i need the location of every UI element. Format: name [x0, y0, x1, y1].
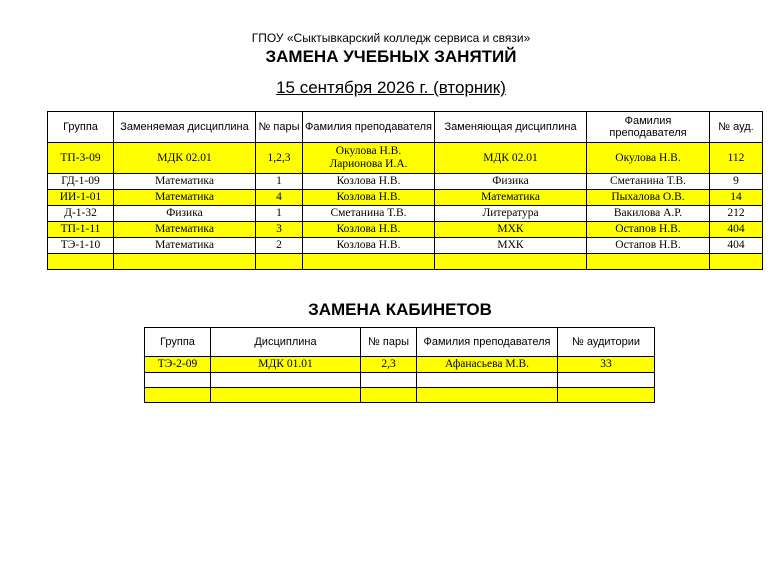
table-row — [48, 174, 763, 190]
cell-group: ТЭ-1-10 — [48, 238, 114, 254]
table-header-row — [145, 328, 655, 357]
cell-room: 212 — [710, 206, 763, 222]
cell-pair: 1 — [256, 206, 303, 222]
teacher-name-1: Окулова Н.В. — [335, 145, 402, 157]
cell-group: ГД-1-09 — [48, 174, 114, 190]
cell-replacing: Математика — [435, 190, 587, 206]
room-replacement-table — [144, 327, 655, 403]
col-group: Группа — [145, 328, 211, 357]
cell-replacing: МДК 02.01 — [435, 143, 587, 174]
col-replacing: Заменяющая дисциплина — [435, 112, 587, 143]
cell-pair: 1 — [256, 174, 303, 190]
cell-new-teacher: Окулова Н.В. — [587, 143, 710, 174]
cell-new-teacher: Остапов Н.В. — [587, 222, 710, 238]
cell-room: 14 — [710, 190, 763, 206]
cell-replaced: МДК 02.01 — [114, 143, 256, 174]
col-room: № ауд. — [710, 112, 763, 143]
cell-teacher: Козлова Н.В. — [303, 238, 435, 254]
table-row — [48, 206, 763, 222]
cell-group: ИИ-1-01 — [48, 190, 114, 206]
rooms-title: ЗАМЕНА КАБИНЕТОВ — [308, 300, 492, 319]
cell-replaced: Математика — [114, 190, 256, 206]
cell-teacher: Афанасьева М.В. — [417, 357, 558, 373]
table-row — [48, 143, 763, 174]
table-header-row — [48, 112, 763, 143]
table-row — [145, 357, 655, 373]
cell-teacher: Сметанина Т.В. — [303, 206, 435, 222]
cell-pair: 4 — [256, 190, 303, 206]
cell-group: Д-1-32 — [48, 206, 114, 222]
col-new-teacher: Фамилия преподавателя — [587, 112, 710, 143]
cell-pair: 1,2,3 — [256, 143, 303, 174]
cell-new-teacher: Остапов Н.В. — [587, 238, 710, 254]
teacher-name-2: Ларионова И.А. — [329, 158, 408, 170]
col-pair: № пары — [361, 328, 417, 357]
col-replaced: Заменяемая дисциплина — [114, 112, 256, 143]
cell-teacher — [303, 143, 435, 174]
col-pair: № пары — [256, 112, 303, 143]
cell-replaced: Математика — [114, 174, 256, 190]
col-room: № аудитории — [558, 328, 655, 357]
cell-room: 112 — [710, 143, 763, 174]
table-row-empty — [145, 373, 655, 388]
cell-new-teacher: Вакилова А.Р. — [587, 206, 710, 222]
table-row-empty — [145, 388, 655, 403]
lesson-replacement-table — [47, 111, 763, 270]
table-row-empty — [48, 254, 763, 270]
table-row — [48, 238, 763, 254]
cell-pair: 2 — [256, 238, 303, 254]
cell-new-teacher: Пыхалова О.В. — [587, 190, 710, 206]
cell-group: ТП-1-11 — [48, 222, 114, 238]
col-group: Группа — [48, 112, 114, 143]
cell-teacher: Козлова Н.В. — [303, 190, 435, 206]
date-text: 15 сентября 2026 г. (вторник) — [276, 78, 506, 97]
col-discipline: Дисциплина — [211, 328, 361, 357]
cell-replacing: Физика — [435, 174, 587, 190]
cell-group: ТП-3-09 — [48, 143, 114, 174]
cell-room: 33 — [558, 357, 655, 373]
page-title: ЗАМЕНА УЧЕБНЫХ ЗАНЯТИЙ — [265, 47, 517, 66]
cell-replacing: МХК — [435, 238, 587, 254]
table-row — [48, 190, 763, 206]
cell-teacher: Козлова Н.В. — [303, 174, 435, 190]
cell-room: 9 — [710, 174, 763, 190]
col-teacher: Фамилия преподавателя — [303, 112, 435, 143]
cell-pair: 2,3 — [361, 357, 417, 373]
col-teacher: Фамилия преподавателя — [417, 328, 558, 357]
college-name: ГПОУ «Сыктывкарский колледж сервиса и связи» — [251, 31, 531, 45]
cell-replaced: Физика — [114, 206, 256, 222]
cell-room: 404 — [710, 222, 763, 238]
date-line — [0, 78, 782, 98]
cell-teacher: Козлова Н.В. — [303, 222, 435, 238]
cell-new-teacher: Сметанина Т.В. — [587, 174, 710, 190]
cell-room: 404 — [710, 238, 763, 254]
cell-group: ТЭ-2-09 — [145, 357, 211, 373]
cell-discipline: МДК 01.01 — [211, 357, 361, 373]
table-row — [48, 222, 763, 238]
cell-replaced: Математика — [114, 238, 256, 254]
cell-replacing: Литература — [435, 206, 587, 222]
cell-replacing: МХК — [435, 222, 587, 238]
cell-replaced: Математика — [114, 222, 256, 238]
cell-pair: 3 — [256, 222, 303, 238]
